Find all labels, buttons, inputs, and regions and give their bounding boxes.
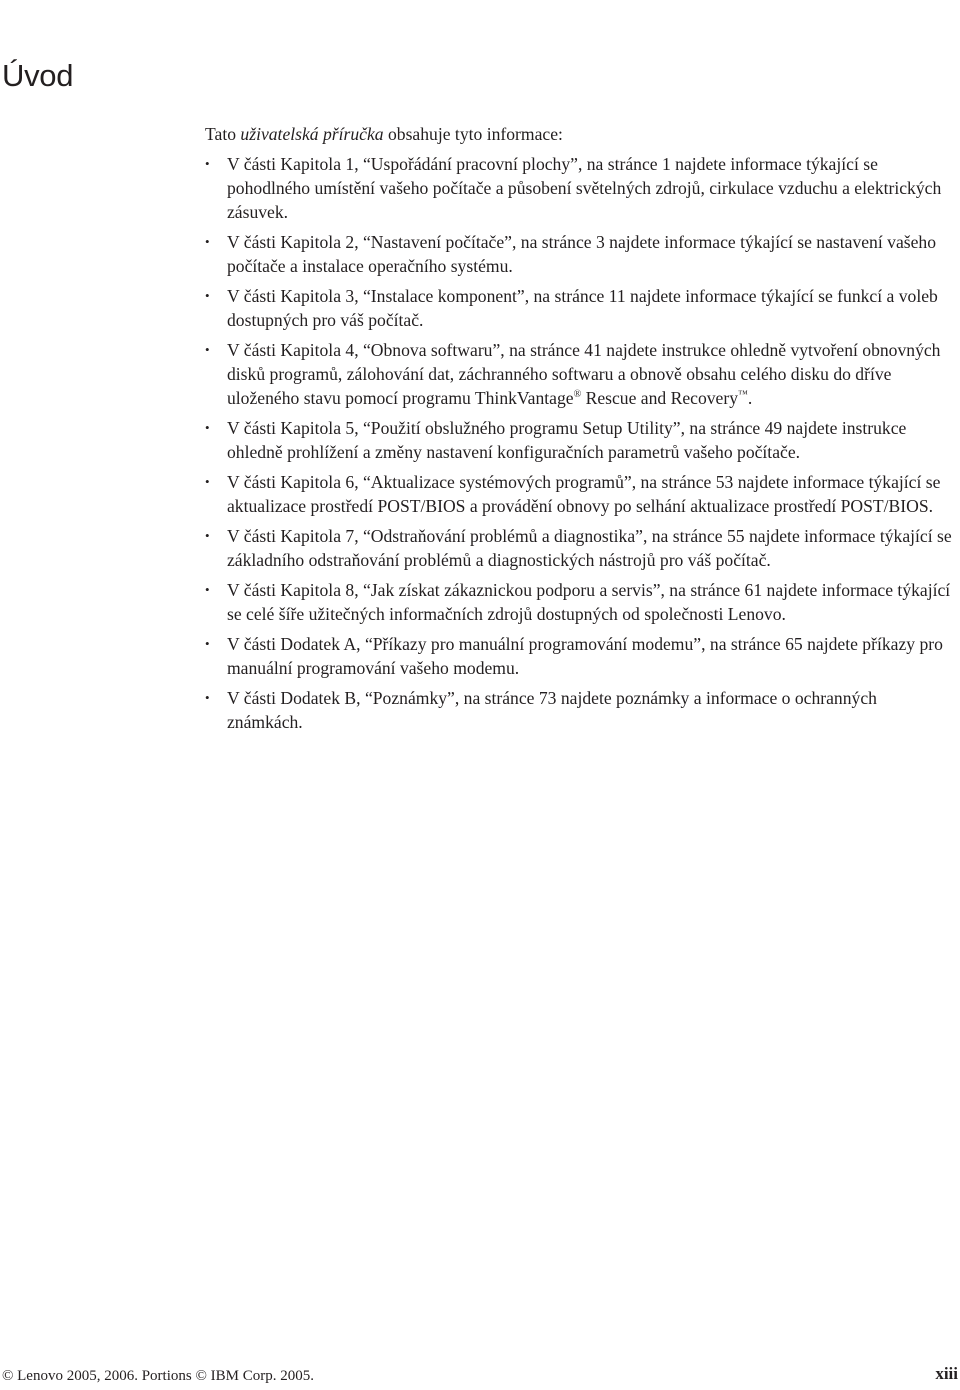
list-item-text: V části Kapitola 7, “Odstraňování problémů a diagnostika”, na stránce 55 najdete informace týkající se základního odstraňování problémů a diagnostických nástrojů pro váš počítač. <box>227 526 952 570</box>
list-item <box>205 686 957 734</box>
bullet-icon: • <box>205 582 210 597</box>
list-item-text: . <box>747 388 753 408</box>
bullet-icon: • <box>205 474 210 489</box>
list-item <box>205 578 957 626</box>
page-number: xiii <box>935 1364 958 1383</box>
list-item-text: Rescue and Recovery <box>581 388 739 408</box>
page-title: Úvod <box>2 58 74 93</box>
bullet-icon: • <box>205 342 210 357</box>
intro-suffix: obsahuje tyto informace: <box>383 124 563 144</box>
list-item-text: V části Kapitola 5, “Použití obslužného programu Setup Utility”, na stránce 49 najdete instrukce ohledně prohlížení a změny nastavení konfiguračních parametrů vašeho počítače. <box>227 418 907 462</box>
list-item-text: V části Dodatek B, “Poznámky”, na stránce 73 najdete poznámky a informace o ochranných známkách. <box>227 688 877 732</box>
intro-emphasis: uživatelská příručka <box>240 124 384 144</box>
intro-prefix: Tato <box>205 124 241 144</box>
copyright-notice: © Lenovo 2005, 2006. Portions © IBM Corp. 2005. <box>2 1368 314 1384</box>
list-item-text: V části Kapitola 3, “Instalace komponent”, na stránce 11 najdete informace týkající se funkcí a voleb dostupných pro váš počítač. <box>227 286 938 330</box>
intro-paragraph <box>205 122 957 146</box>
list-item <box>205 338 957 410</box>
list-item-text: V části Kapitola 2, “Nastavení počítače”, na stránce 3 najdete informace týkající se nastavení vašeho počítače a instalace operačního systému. <box>227 232 936 276</box>
chapter-list <box>205 152 957 734</box>
registered-mark: ® <box>573 389 582 400</box>
list-item-text: V části Kapitola 1, “Uspořádání pracovní plochy”, na stránce 1 najdete informace týkající se pohodlného umístění vašeho počítače a působení světelných zdrojů, cirkulace vzduchu a elektrických zásuvek. <box>227 154 942 222</box>
list-item <box>205 284 957 332</box>
bullet-icon: • <box>205 156 210 171</box>
bullet-icon: • <box>205 690 210 705</box>
bullet-icon: • <box>205 288 210 303</box>
list-item-text: V části Dodatek A, “Příkazy pro manuální programování modemu”, na stránce 65 najdete příkazy pro manuální programování vašeho modemu. <box>227 634 943 678</box>
list-item <box>205 470 957 518</box>
bullet-icon: • <box>205 528 210 543</box>
trademark-mark: ™ <box>738 389 748 400</box>
list-item-text: V části Kapitola 4, “Obnova softwaru”, na stránce 41 najdete instrukce ohledně vytvoření obnovných disků programů, zálohování dat, záchranného softwaru a obnově obsahu celého disku do dříve uloženého stavu pomocí programu ThinkVantage <box>227 340 941 408</box>
list-item-text: V části Kapitola 8, “Jak získat zákaznickou podporu a servis”, na stránce 61 najdete informace týkající se celé šíře užitečných informačních zdrojů dostupných od společnosti Lenovo. <box>227 580 951 624</box>
bullet-icon: • <box>205 636 210 651</box>
list-item <box>205 632 957 680</box>
bullet-icon: • <box>205 420 210 435</box>
list-item <box>205 416 957 464</box>
bullet-icon: • <box>205 234 210 249</box>
list-item-text: V části Kapitola 6, “Aktualizace systémových programů”, na stránce 53 najdete informace týkající se aktualizace prostředí POST/BIOS a provádění obnovy po selhání aktualizace prostředí POST/BIOS. <box>227 472 941 516</box>
list-item <box>205 524 957 572</box>
list-item <box>205 152 957 224</box>
main-content <box>205 122 957 740</box>
list-item <box>205 230 957 278</box>
